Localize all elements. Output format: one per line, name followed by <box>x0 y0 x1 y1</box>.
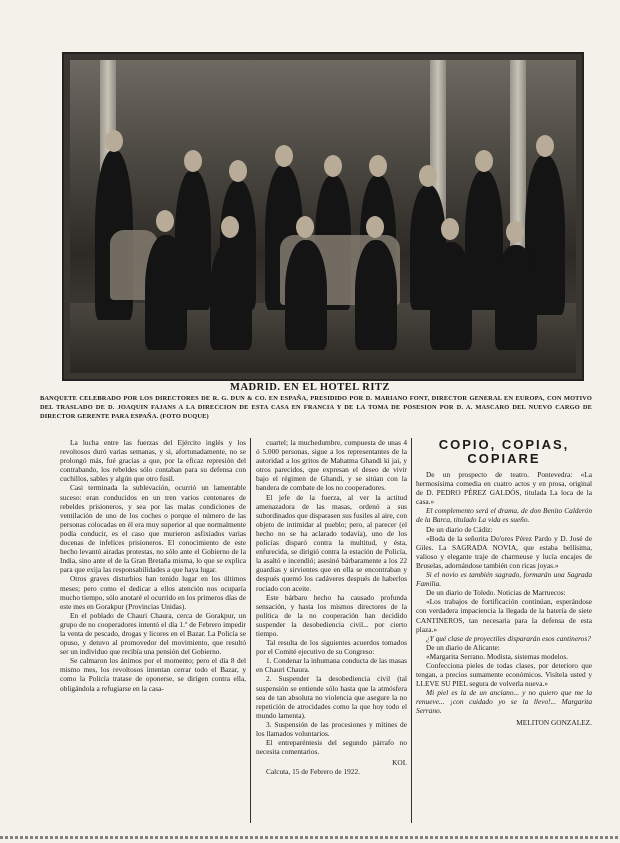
person-head <box>275 145 293 167</box>
person-head <box>369 155 387 177</box>
photo-scene <box>70 60 576 373</box>
person-figure <box>145 235 187 350</box>
paragraph: ¿Y qué clase de proyectiles dispararán esos cantineros? <box>426 633 591 643</box>
paragraph: 1. Condenar la inhumana conducta de las masas en Chauri Chaura. <box>256 656 407 675</box>
paragraph: El complemento será el drama, de don Benito Calderón de la Barca, titulado La vida es sueño. <box>416 506 592 525</box>
person-head <box>366 216 384 238</box>
paragraph: 3. Suspensión de las procesiones y mítines de los llamados voluntarios. <box>256 719 407 738</box>
paragraph: «Boda de la señorita Do'ores Pérez Pardo y D. José de Giles. La SAGRADA NOVIA, que estaba bellísima, valioso y elegante traje de charmeuse y lucía encajes de Bruselas, adornándose también con ricas joyas.» <box>416 533 592 570</box>
paragraph: De un diario de Alicante: <box>426 642 500 652</box>
article-column-3 <box>416 438 592 727</box>
column-divider <box>411 438 412 823</box>
person-figure <box>210 240 252 350</box>
article-signature: KOI. <box>392 758 407 768</box>
person-figure <box>355 240 397 350</box>
paragraph: Si el novio es también sagrado, formarán una Sagrada Familia. <box>416 570 592 589</box>
paragraph: La lucha entre las fuerzas del Ejército inglés y los revoltosos duró varias semanas, y si, afortunadamente, no se prolongó más, fué gracias a que, por la eficaz represión del contrabando, los rebeldes sólo contaban para su defensa con cuchillos, sables y algún que otro fusil. <box>60 438 246 484</box>
paragraph: «Los trabajos de fortificación continúan, esperándose con verdadera impaciencia la llegada de la batería de siete CANTINEROS, tan necesaria para la defensa de esta plaza.» <box>416 597 592 634</box>
article-signature: MELITON GONZALEZ. <box>516 717 592 727</box>
paragraph: El entreparéntesis del segundo párrafo no necesita comentarios. <box>256 738 407 757</box>
person-head <box>441 218 459 240</box>
photo-caption-body: BANQUETE CELEBRADO POR LOS DIRECTORES DE R. G. DUN & CO. EN ESPAÑA, PRESIDIDO POR D. MARIANO FONT, DIRECTOR GENERAL EN EUROPA, CON MOTIVO DEL TRASLADO DE D. JOAQUIN FAJANS A LA DIRECCION DE ESTA CASA EN FRANCIA Y DE LA TOMA DE POSESION POR D. A. MASCARO DEL NUEVO CARGO DE DIRECTOR GERENTE PARA ESPAÑA. (FOTO DUQUE) <box>40 395 592 420</box>
paragraph: De un diario de Toledo. Noticias de Marruecos: <box>426 588 566 598</box>
person-head <box>419 165 437 187</box>
person-head <box>536 135 554 157</box>
person-head <box>296 216 314 238</box>
person-head <box>324 155 342 177</box>
paragraph: De un prospecto de teatro. Pontevedra: «La hermosísima comedia en cuatro actos y en prosa, original de D. PEDRO PÉREZ GALDÓS, titulada La loca de la casa.» <box>416 470 592 507</box>
photograph <box>62 52 584 381</box>
person-figure <box>430 242 472 350</box>
paragraph: cuartel; la muchedumbre, compuesta de unas 4 ó 5.000 personas, sigue a los representantes de la autoridad a los gritos de Mahatma Ghandi ki jai, y otros parecidos, que expresan el deseo de vivir bajo el régimen de Ghandi, y se sitúan con la bandera de combate de los no cooperadores. <box>256 438 407 493</box>
headline-bottom: COPIARE <box>467 451 541 466</box>
dateline: Calcuta, 15 de Febrero de 1922. <box>266 767 361 777</box>
person-head <box>105 130 123 152</box>
page-bottom-edge <box>0 836 620 839</box>
person-head <box>221 216 239 238</box>
paragraph: Confecciona pieles de todas clases, por deterioro que tengan, a precios sumamente económicos. Visítela usted y LLEVE SU PIEL segura de volverla nueva.» <box>416 660 592 689</box>
headline-top: COPIO, COPIAS, <box>438 437 570 452</box>
paragraph: Mi piel es la de un anciano... y no quiero que me la renueve... ¡con cuidado yo se la llevo!... Margarita Serrano. <box>416 688 592 716</box>
column-divider <box>250 438 251 823</box>
paragraph: En el poblado de Chauri Chaura, cerca de Gorakpur, un grupo de no cooperadores intentó el día 1.º de Febrero impedir la venta de pescado, drogas y licores en el Bazar. La Policía se opuso, y detuvo al promovedor del movimiento, que resultó ser un individuo que recibía una pensión del Gobierno. <box>60 610 246 657</box>
paragraph: El jefe de la fuerza, al ver la actitud amenazadora de las masas, ordenó a sus subordinados que disparasen sus fusiles al aire, con objeto de intimidar al pueblo; pero, al parecer (el hecho no se ha aclarado todavía), uno de los policías disparó contra la multitud, y ésta, enfurecida, se dirigió contra la estación de Policía, la asaltó e incendió; asesinó bárbaramente a los 22 guardias y sirvientes que en ella se encontraban y después quemó los cadáveres después de haberlos rociado con aceite. <box>256 492 407 593</box>
paragraph: Este bárbaro hecho ha causado profunda sensación, y hasta los mismos directores de la política de la no cooperación han decidido suspender la desobediencia civil... por cierto tiempo. <box>256 592 407 638</box>
paragraph: Tal resulta de los siguientes acuerdos tomados por el Comité ejecutivo de su Congreso: <box>256 638 407 657</box>
person-figure <box>285 240 327 350</box>
article-column-1 <box>60 438 246 693</box>
person-head <box>229 160 247 182</box>
person-head <box>475 150 493 172</box>
paragraph: Se calmaron los ánimos por el momento; pero el día 8 del mismo mes, los revoltosos intentan cerrar todo el Bazar, y como la Policía tratase de oponerse, se dirigen contra ella, obligándola a refugiarse en la casa- <box>60 656 246 693</box>
person-head <box>156 210 174 232</box>
person-head <box>184 150 202 172</box>
paragraph: 2. Suspender la desobediencia civil (tal suspensión se entiende sólo hasta que la atmósfera sea de tan absoluta no violencia que asegure la no repetición de atrocidades como la que hoy todo el mundo lamenta). <box>256 674 407 720</box>
paragraph: Otros graves disturbios han tenido lugar en los últimos meses; pero como el dedicar a ellos atención nos ocuparía mucho tiempo, sólo anotaré el ocurrido en los primeros días de este mes en Gorakpur (Provincias Unidas). <box>60 574 246 611</box>
person-figure <box>495 245 537 350</box>
paragraph: Casi terminada la sublevación, ocurrió un lamentable suceso: eran conducidos en un tren varios centenares de rebeldes prisioneros, y sea por las malas condiciones de ventilación de uno de los coches o porque el número de las personas colocadas en él era muy superior al que normalmente podía conducir, es el caso que murieron asfixiados varias docenas de infelices prisioneros. El conocimiento de este hecho levantó airadas protestas, no sólo ante el Gobierno de la India, sino ante el de la Gran Bretaña misma, lo que se explica para que exija las responsabilidades a que haya lugar. <box>60 483 246 575</box>
paragraph: «Margarita Serrano. Modista, sistemas modelos. <box>426 651 569 661</box>
photo-caption-title: MADRID. EN EL HOTEL RITZ <box>230 382 390 393</box>
article-column-2 <box>256 438 407 776</box>
paragraph: De un diario de Cádiz: <box>426 524 493 534</box>
person-head <box>506 221 524 243</box>
